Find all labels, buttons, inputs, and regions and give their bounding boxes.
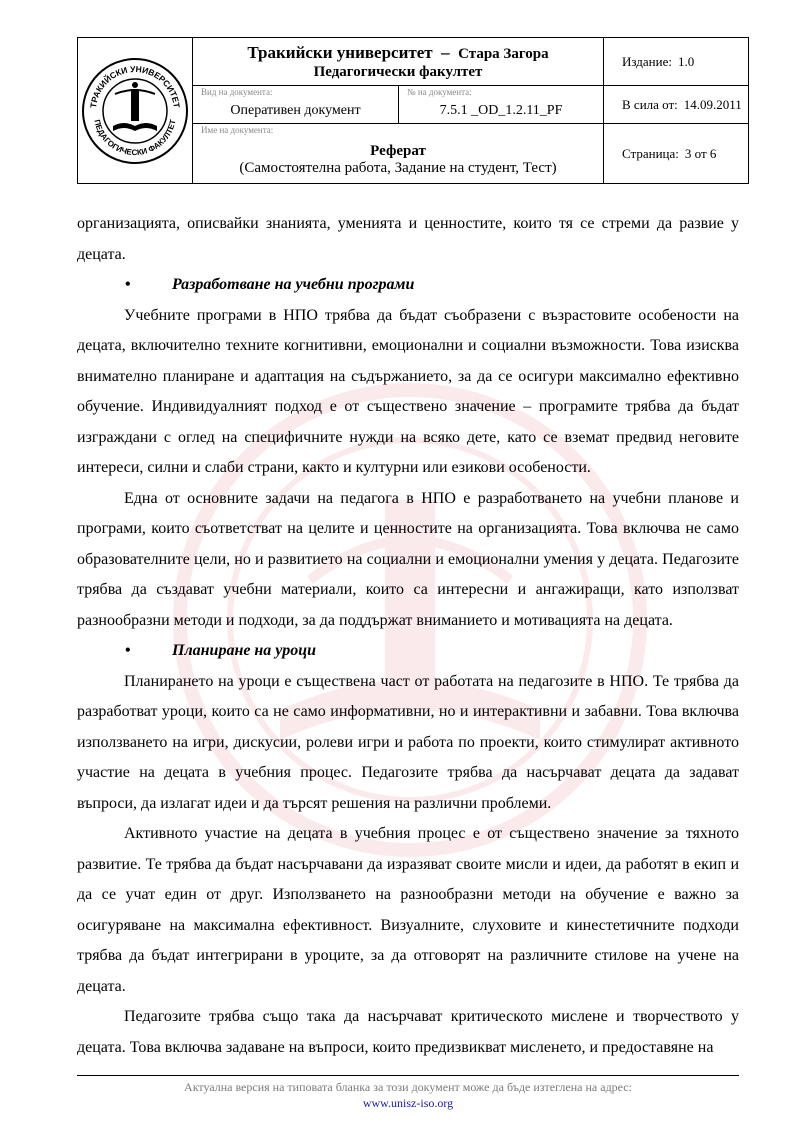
paragraph: Учебните програми в НПО трябва да бъдат съобразени с възрастовите особености на децата, включително техните когнитивни, емоционални и социални възможности. Това изисква внимателно планиране и адаптация на съдържанието, за да се осигури максимално ефективно обучение. Индивидуалният подход е от съществено значение – програмите трябва да бъдат изграждани с оглед на специфичните нужди на всяко дете, като се вземат предвид неговите интереси, силни и слаби страни, както и културни или езикови особености. [77,306,739,476]
doc-name-subtitle: (Самостоятелна работа, Задание на студент, Тест) [239,159,557,176]
university-cell [193,38,604,86]
paragraph: Педагозите трябва също така да насърчават критическото мислене и творчеството у децата. Това включва задаване на въпроси, които предизвикват мисленето, и предоставяне на [77,1008,739,1056]
bullet-heading [77,636,739,667]
city-name: Стара Загора [458,45,549,62]
logo-top-text: ТРАКИЙСКИ УНИВЕРСИТЕТ [88,63,182,108]
doc-type-value: Оперативен документ [230,102,361,118]
bullet-heading [77,270,739,301]
bullet-text: Разработване на учебни програми [172,276,415,293]
paragraph: Активното участие на децата в учебния процес е от съществено значение за тяхното развитие. Те трябва да бъдат насърчавани да изразяват своите мисли и идеи, да работят в екип и да се учат един от друг. Използването на разнообразни методи на обучение е важно за осигуряване на максимална ефективност. Визуалните, слуховите и кинестетичните подходи трябва да бъдат интегрирани в уроците, за да отговорят на различните стилове на учене на децата. [77,825,739,995]
bullet-icon: • [125,642,131,659]
bullet-icon: • [125,276,131,293]
valid-from-value: 14.09.2011 [683,96,742,112]
edition-label: Издание: [622,53,672,69]
doc-name-label: Име на документа: [201,125,274,135]
page-cell [604,124,749,184]
valid-from-label: В сила от: [622,96,678,112]
faculty-name: Педагогически факултет [313,63,483,80]
paragraph: Планирането на уроци е съществена част от работата на педагозите в НПО. Те трябва да разработват уроци, които са не само информативни, но и интерактивни и забавни. Това включва използването на игри, дискусии, ролеви игри и работа по проекти, които стимулират активното участие на децата в учебния процес. Педагозите трябва да насърчават децата да задават въпроси, да излагат идеи и да търсят решения на различни проблеми. [77,672,739,812]
edition-cell [604,38,749,86]
bullet-text: Планиране на уроци [172,642,316,659]
paragraph: организацията, описвайки знанията, уменията и ценностите, които тя се стреми да развие у децата. [77,215,739,263]
logo-bottom-text: ПЕДАГОГИЧЕСКИ ФАКУЛТЕТ [92,118,178,157]
doc-number-value: 7.5.1 _OD_1.2.11_PF [439,102,563,118]
doc-name-cell [193,124,604,184]
doc-number-label: № на документа: [407,87,472,97]
doc-type-label: Вид на документа: [201,87,273,97]
doc-name-value: Реферат [370,142,426,159]
page-value: 3 от 6 [684,145,717,161]
valid-from-cell [604,86,749,124]
logo-cell [78,38,193,184]
document-header-table [77,37,749,184]
footer-link[interactable]: www.unisz-iso.org [362,1096,454,1110]
doc-type-cell [193,86,399,124]
doc-number-cell [399,86,604,124]
footer-text: Актуална версия на типовата бланка за този документ може да бъде изтеглена на адрес: [184,1080,632,1094]
header-dash: – [441,42,450,62]
document-body [77,209,739,1063]
university-logo [80,56,190,166]
paragraph: Една от основните задачи на педагога в НПО е разработването на учебни планове и програми, които съответстват на целите и ценностите на организацията. Това включва не само образователните цели, но и развитието на социални и емоционални умения у децата. Педагозите трябва да създават учебни материали, които са интересни и ангажиращи, като използват разнообразни методи и подходи, за да поддържат вниманието и мотивацията на децата. [77,489,739,629]
footer-divider [77,1075,739,1076]
university-name: Тракийски университет [247,42,433,62]
page-label: Страница: [622,145,679,161]
edition-value: 1.0 [677,53,695,69]
